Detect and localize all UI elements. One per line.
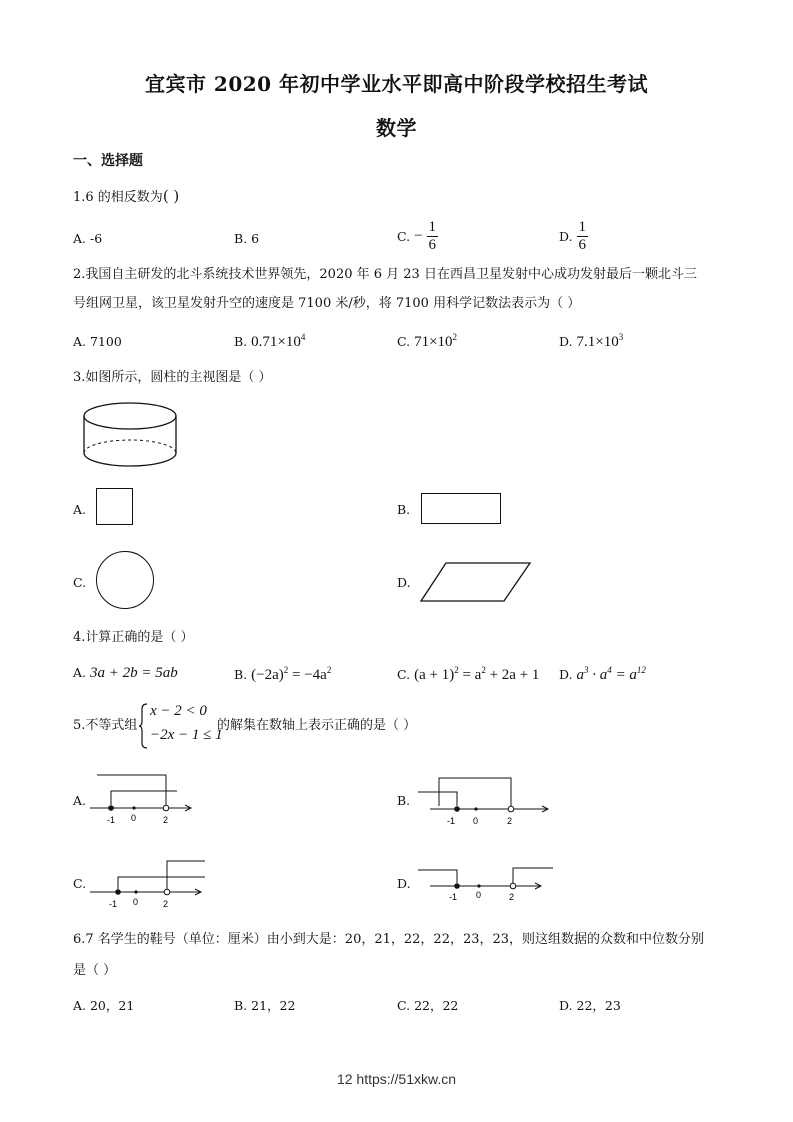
tick-label: -1 xyxy=(449,892,458,902)
option-label: B. xyxy=(234,667,248,682)
q2-option-b xyxy=(234,332,305,351)
q6-option-a: A. 20，21 xyxy=(73,998,135,1013)
option-label: B. xyxy=(234,334,248,349)
q6-option-b: B. 21，22 xyxy=(234,998,296,1013)
exponent: 3 xyxy=(584,665,589,675)
q2-option-a: A. 7100 xyxy=(73,334,122,349)
question-2-line-2: 号组网卫星，该卫星发射升空的速度是 7100 米/秒，将 7100 用科学记数法表示为（ ） xyxy=(73,296,581,311)
q4-option-d xyxy=(559,665,646,684)
parallelogram-shape xyxy=(418,560,534,604)
q4-option-b xyxy=(234,665,331,684)
q2-option-d xyxy=(559,332,623,351)
exponent: 4 xyxy=(607,665,612,675)
q6-option-c: C. 22，22 xyxy=(397,998,459,1013)
rectangle-shape xyxy=(421,493,501,524)
denominator: 6 xyxy=(578,237,587,253)
question-5-stem-pre: 5.不等式组 xyxy=(73,718,138,733)
q4-option-c xyxy=(397,665,539,684)
question-2-line-1: 2.我国自主研发的北斗系统技术世界领先，2020 年 6 月 23 日在西昌卫星发射中心成功发射最后一颗北斗三 xyxy=(73,267,697,282)
brace-icon xyxy=(139,703,149,749)
denominator: 6 xyxy=(428,237,437,253)
option-label: D. xyxy=(559,229,573,244)
math-expr xyxy=(577,667,646,683)
expr-part: (a + 1) xyxy=(414,667,455,683)
option-label: C. xyxy=(397,229,411,244)
q3-option-d: D. xyxy=(397,575,411,590)
tick-label: -1 xyxy=(109,899,118,909)
exponent: 2 xyxy=(481,665,486,675)
q1-option-d xyxy=(559,219,588,254)
q5-option-a: A. xyxy=(73,793,87,808)
q3-option-a: A. xyxy=(73,502,87,517)
exponent: 2 xyxy=(283,665,289,675)
base: 0.71×10 xyxy=(251,334,301,350)
question-4-stem: 4.计算正确的是（ ） xyxy=(73,630,194,645)
math-expr xyxy=(414,334,457,350)
tick-label: -1 xyxy=(107,815,116,825)
question-1-text: 1.6 的相反数为 xyxy=(73,190,163,205)
fraction xyxy=(577,219,589,254)
section-heading: 一、选择题 xyxy=(73,153,143,169)
numerator: 1 xyxy=(578,219,587,235)
question-6-line-2: 是（ ） xyxy=(73,963,117,978)
math-expr xyxy=(577,334,624,350)
question-5-stem-post: 的解集在数轴上表示正确的是（ ） xyxy=(217,718,417,733)
expr-part: = a xyxy=(611,667,637,683)
tick-label: 0 xyxy=(476,890,482,900)
base: 7.1×10 xyxy=(576,334,619,350)
math-expr: 3a + 2b = 5ab xyxy=(90,665,178,681)
tick-label: 0 xyxy=(473,816,479,826)
expr-part: = a xyxy=(458,667,482,683)
q4-option-a xyxy=(73,665,178,682)
square-shape xyxy=(96,488,133,525)
expr-part: · a xyxy=(588,667,608,683)
subject-title: 数学 xyxy=(376,116,417,140)
question-3-stem: 3.如图所示，圆柱的主视图是（ ） xyxy=(73,370,272,385)
q5-option-c: C. xyxy=(73,876,87,891)
exponent: 12 xyxy=(636,665,646,675)
exponent: 2 xyxy=(452,332,458,342)
option-label: D. xyxy=(559,334,573,349)
tick-label: 0 xyxy=(131,813,137,823)
tick-label: -1 xyxy=(447,816,456,826)
tick-label: 2 xyxy=(163,899,169,909)
math-expr xyxy=(251,334,305,350)
inequality-1: x − 2 < 0 xyxy=(150,703,207,719)
exam-title: 宜宾市 2020 年初中学业水平即高中阶段学校招生考试 xyxy=(144,72,649,96)
q3-option-c: C. xyxy=(73,575,87,590)
number-line-c xyxy=(88,858,208,914)
exponent: 4 xyxy=(300,332,306,342)
question-6-line-1: 6.7 名学生的鞋号（单位：厘米）由小到大是：20，21，22，22，23，23，则这组数据的众数和中位数分别 xyxy=(73,932,705,947)
math-expr xyxy=(251,667,331,683)
question-1-stem xyxy=(73,186,179,208)
expr-part: + 2a + 1 xyxy=(485,667,540,683)
math-expr xyxy=(414,667,539,683)
q1-option-b: B. 6 xyxy=(234,231,260,246)
tick-label: 2 xyxy=(509,892,515,902)
numerator: 1 xyxy=(428,219,437,235)
circle-shape xyxy=(96,551,154,609)
option-label: A. xyxy=(73,665,87,680)
fraction xyxy=(427,219,439,254)
q1-option-c xyxy=(397,219,438,254)
expr-part: = −4a xyxy=(288,667,327,683)
expr-part: a xyxy=(576,667,585,683)
minus-sign: − xyxy=(414,228,423,244)
base: 71×10 xyxy=(414,334,453,350)
q1-option-a: A. -6 xyxy=(73,231,103,246)
tick-label: 2 xyxy=(507,816,513,826)
option-label: D. xyxy=(559,667,573,682)
exponent: 3 xyxy=(618,332,624,342)
number-line-a xyxy=(88,770,198,828)
exponent: 2 xyxy=(454,665,459,675)
q3-option-b: B. xyxy=(397,502,411,517)
option-label: C. xyxy=(397,667,411,682)
tick-label: 2 xyxy=(163,815,169,825)
q2-option-c xyxy=(397,332,457,351)
q5-option-b: B. xyxy=(397,793,411,808)
answer-paren: ( ) xyxy=(162,187,180,205)
number-line-b xyxy=(416,775,552,831)
cylinder-figure xyxy=(80,400,180,472)
tick-label: 0 xyxy=(133,897,139,907)
page-footer: 12 https://51xkw.cn xyxy=(336,1071,457,1087)
inequality-2: −2x − 1 ≤ 1 xyxy=(150,727,223,743)
number-line-d xyxy=(416,860,556,916)
option-label: C. xyxy=(397,334,411,349)
exponent: 2 xyxy=(326,665,332,675)
expr-part: (−2a) xyxy=(251,667,284,683)
q6-option-d: D. 22，23 xyxy=(559,998,621,1013)
q5-option-d: D. xyxy=(397,876,411,891)
